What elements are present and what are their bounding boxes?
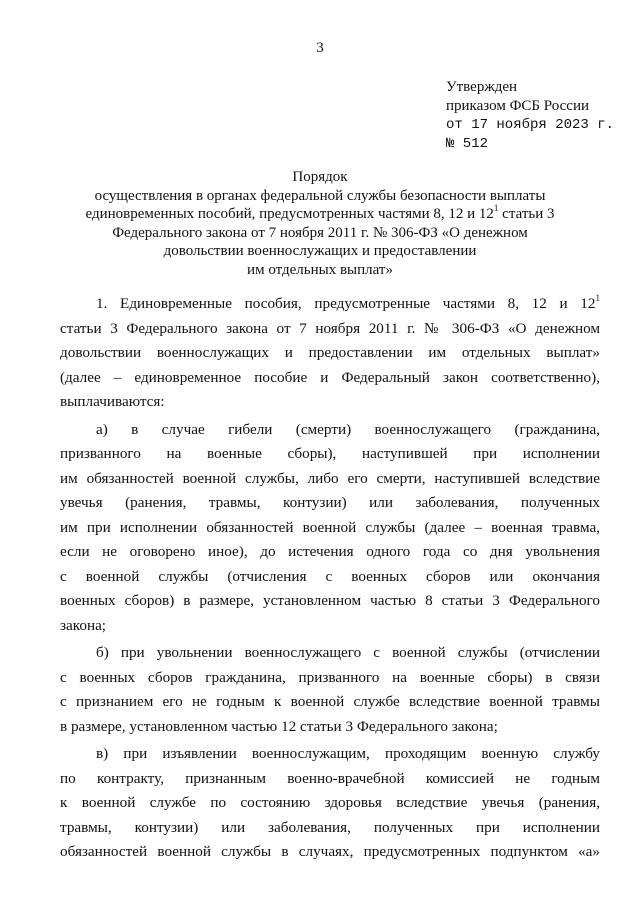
text-line: им при исполнении обязанностей военной службы (далее – военная травма, <box>60 518 600 536</box>
text-line: если не оговорено иное), до истечения одного года со дня увольнения <box>60 543 600 560</box>
text-line: довольствии военнослужащих и предоставлении им отдельных выплат» <box>60 344 600 361</box>
text-line: увечья (ранения, травмы, контузии) или заболевания, полученных <box>60 494 600 511</box>
text-line: обязанностей военной службы в случаях, предусмотренных подпунктом «а» <box>60 843 600 860</box>
paragraph-b <box>60 641 600 739</box>
title-heading: Порядок <box>292 169 348 185</box>
superscript: 1 <box>595 292 600 303</box>
text-line <box>60 292 600 317</box>
title-text: единовременных пособий, предусмотренных частями 8, 12 и 12 <box>85 206 494 222</box>
document-title <box>60 168 580 279</box>
approval-line-approved: Утвержден <box>446 79 518 95</box>
text-line: в размере, установленном частью 12 статьи 3 Федерального закона; <box>60 717 498 735</box>
text-line: закона; <box>60 616 107 634</box>
text-line: выплачиваются: <box>60 393 165 410</box>
text-line: а) в случае гибели (смерти) военнослужащего (гражданина, <box>96 420 600 438</box>
paragraph-1 <box>60 292 600 415</box>
text-line: к военной службе по состоянию здоровья вследствие увечья (ранения, <box>60 794 600 811</box>
approval-line-order: приказом ФСБ России <box>446 98 589 114</box>
text-line: с военной службы (отчисления с военных сборов или окончания <box>60 567 600 585</box>
text-line: статьи 3 Федерального закона от 7 ноября 2011 г. № 306-ФЗ «О денежном <box>60 319 600 337</box>
title-line: Федерального закона от 7 ноября 2011 г. № 306-ФЗ «О денежном <box>112 224 528 241</box>
document-body <box>60 292 600 865</box>
text: 1. Единовременные пособия, предусмотренные частями 8, 12 и 12 <box>96 295 596 312</box>
text-line: травмы, контузии) или заболевания, полученных при исполнении <box>60 818 600 836</box>
paragraph-a <box>60 418 600 639</box>
approval-line-date: от 17 ноября 2023 г. <box>446 117 615 133</box>
text-line: с признанием его не годным к военной службе вследствие военной травмы <box>60 693 600 710</box>
title-line: им отдельных выплат» <box>247 261 393 278</box>
text-line: б) при увольнении военнослужащего с военной службы (отчислении <box>96 644 600 661</box>
approval-line-number: № 512 <box>446 136 489 152</box>
text-line: военных сборов) в размере, установленном частью 8 статьи 3 Федерального <box>60 592 600 609</box>
page-number: 3 <box>316 40 324 56</box>
title-text: статьи 3 <box>498 206 555 222</box>
text-line: с военных сборов гражданина, призванного на военные сборы) в связи <box>60 668 600 686</box>
title-line: осуществления в органах федеральной службы безопасности выплаты <box>94 187 546 204</box>
text-line: призванного на военные сборы), наступившей при исполнении <box>60 445 600 462</box>
title-line <box>60 205 580 224</box>
text-line: в) при изъявлении военнослужащим, проходящим военную службу <box>96 745 600 762</box>
paragraph-c <box>60 742 600 865</box>
text-line: по контракту, признанным военно-врачебной комиссией не годным <box>60 769 600 787</box>
superscript: 1 <box>493 203 499 213</box>
text-line: им обязанностей военной службы, либо его смерти, наступившей вследствие <box>60 469 600 487</box>
approval-stamp <box>446 78 614 154</box>
title-line: довольствии военнослужащих и предоставлении <box>163 243 477 259</box>
text-line: (далее – единовременное пособие и Федеральный закон соответственно), <box>60 368 600 386</box>
